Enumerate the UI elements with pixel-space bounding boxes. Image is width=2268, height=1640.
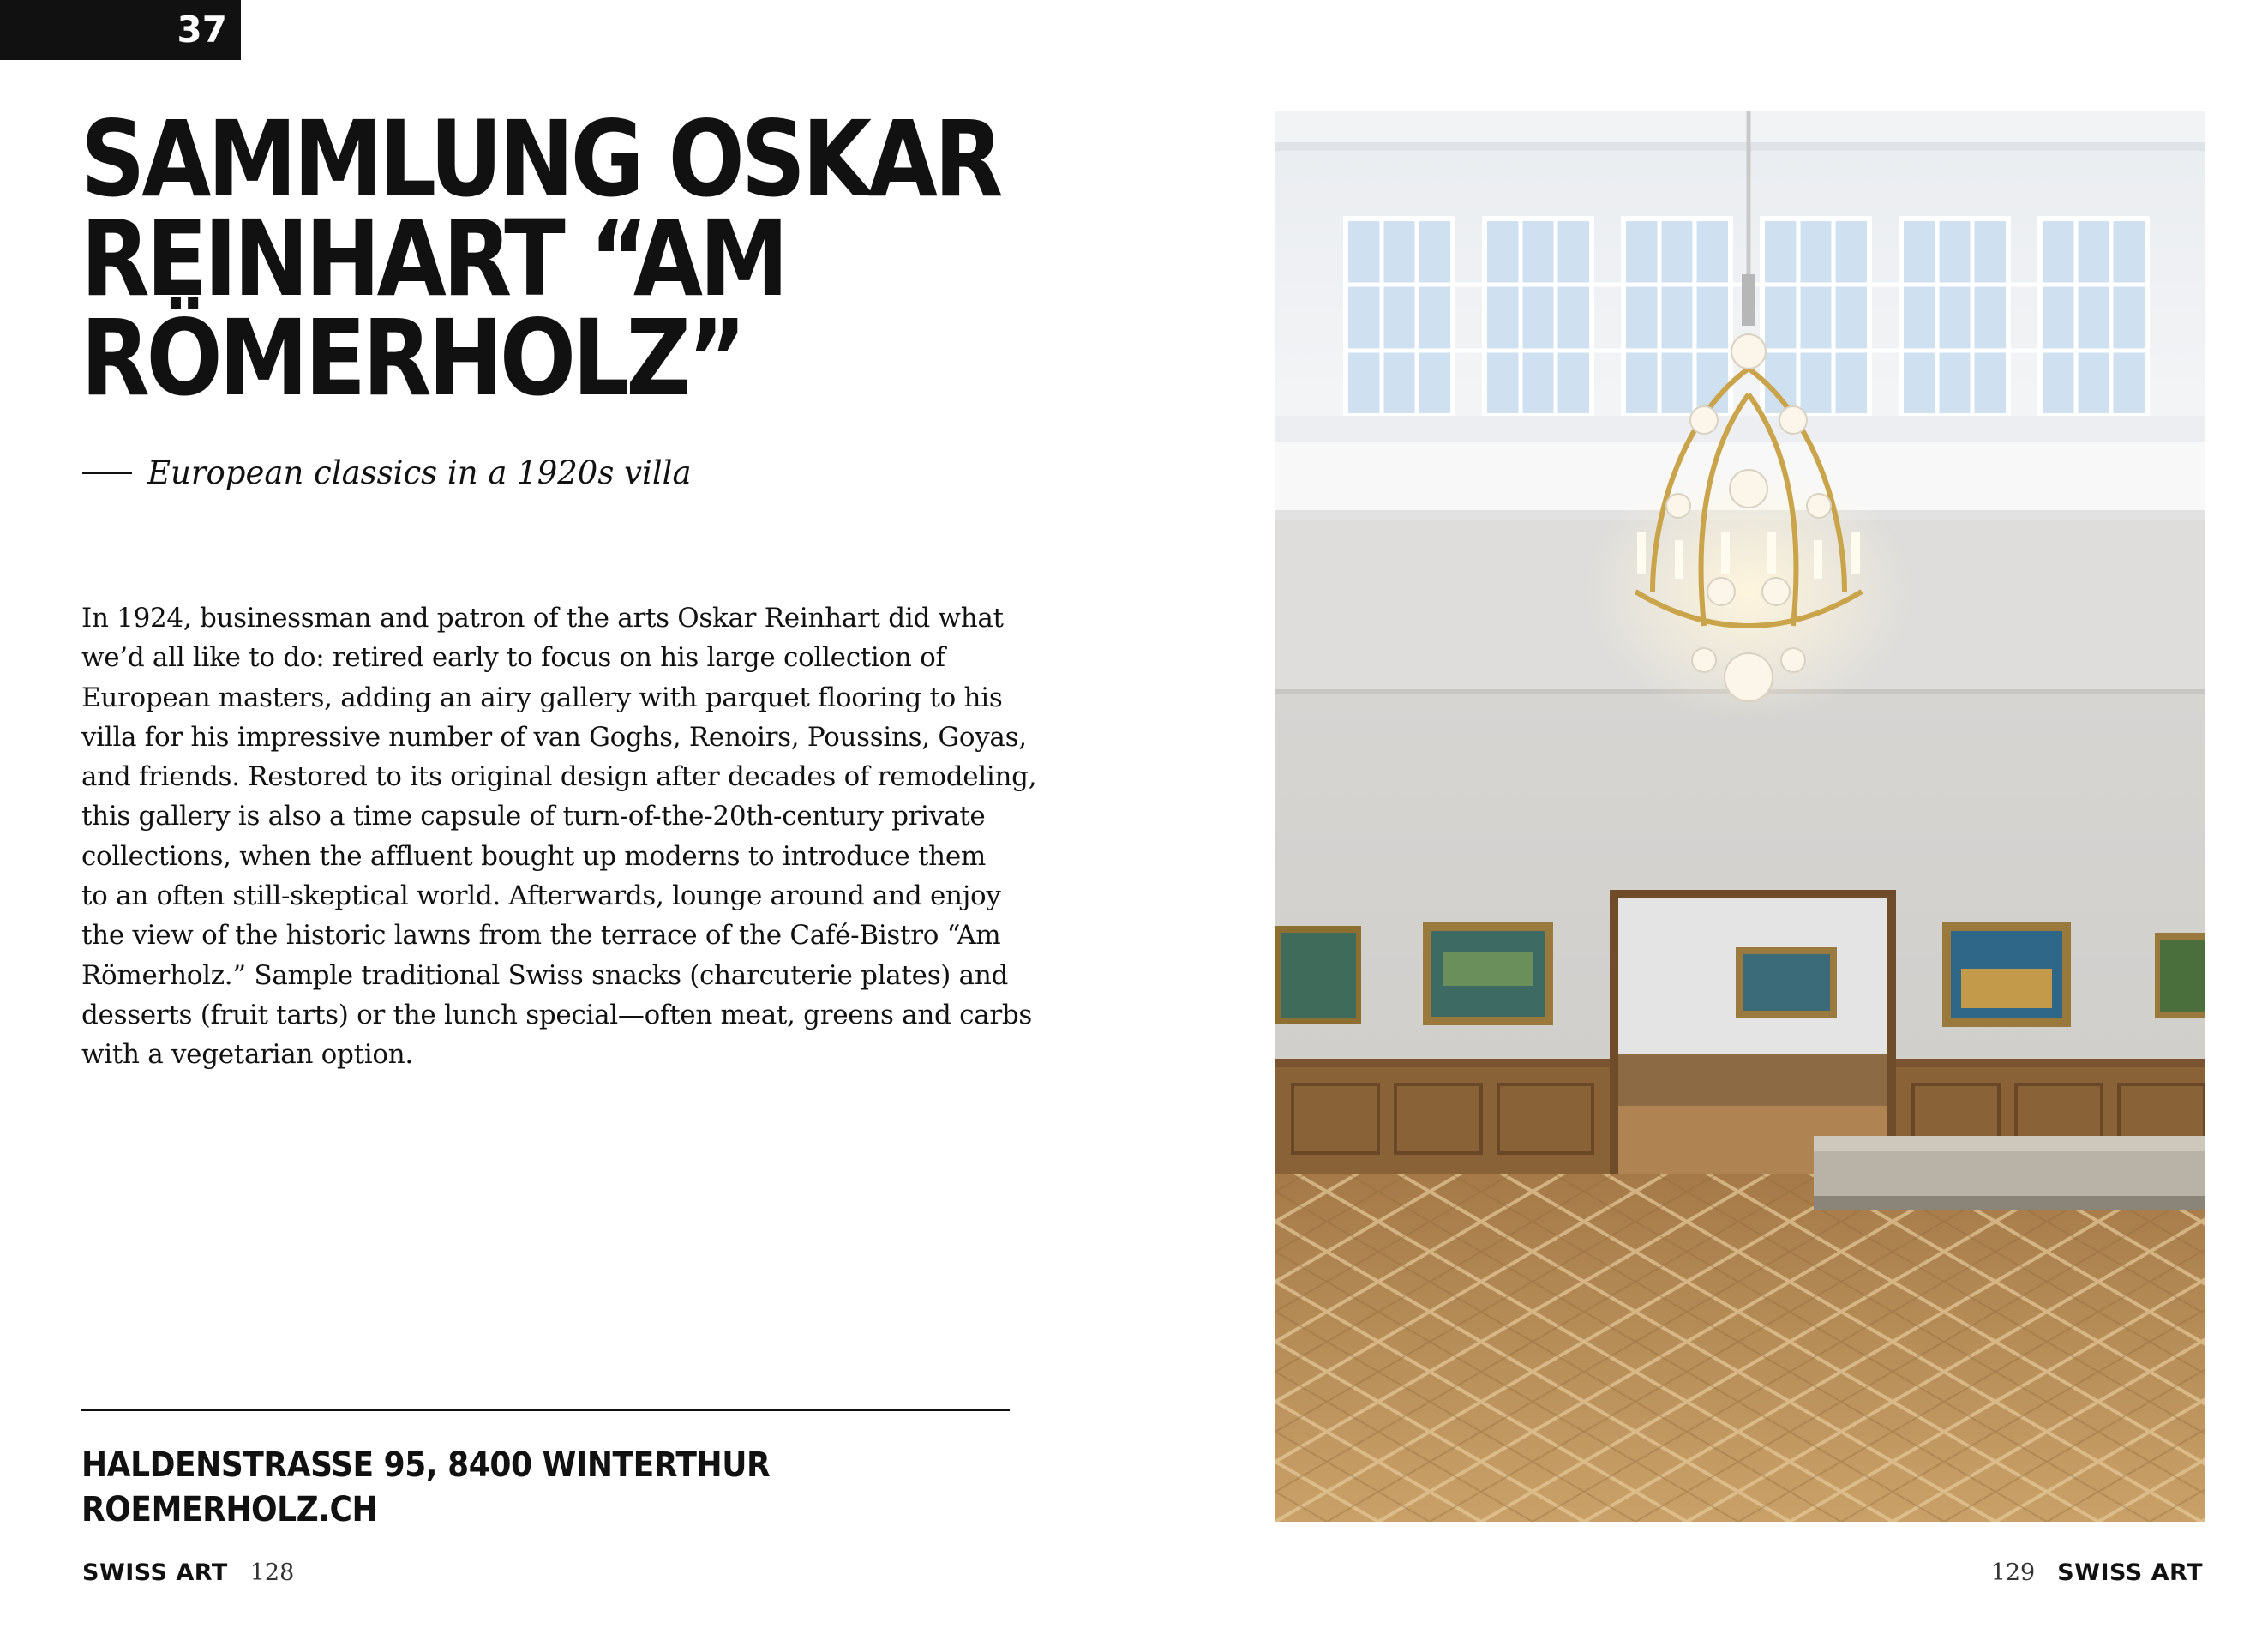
- title-line: RÖMERHOLZ”: [81, 297, 743, 419]
- body-line: In 1924, businessman and patron of the arts Oskar Reinhart did what: [81, 603, 1004, 634]
- body-line: collections, when the affluent bought up moderns to introduce them: [81, 840, 986, 872]
- body-line: with a vegetarian option.: [81, 1039, 413, 1071]
- subtitle-dash: [82, 472, 132, 474]
- body-line: the view of the historic lawns from the terrace of the Café-Bistro “Am: [81, 920, 1001, 952]
- website-link[interactable]: ROEMERHOLZ.CH: [81, 1490, 378, 1529]
- page-number: 129: [1990, 1559, 2036, 1586]
- address-block: [81, 1443, 770, 1532]
- footer-right: [1991, 1559, 2203, 1586]
- body-text: [81, 598, 1037, 1075]
- body-line: desserts (fruit tarts) or the lunch special—often meat, greens and carbs: [81, 999, 1032, 1030]
- subtitle-text: European classics in a 1920s villa: [147, 454, 692, 491]
- section-name: SWISS ART: [2057, 1559, 2203, 1586]
- body-line: Römerholz.” Sample traditional Swiss snacks (charcuterie plates) and: [81, 959, 1009, 991]
- body-line: villa for his impressive number of van Goghs, Renoirs, Poussins, Goyas,: [81, 721, 1027, 753]
- body-line: to an often still-skeptical world. Afterwards, lounge around and enjoy: [81, 880, 1001, 912]
- address-divider: [81, 1409, 1010, 1411]
- subtitle: [82, 453, 692, 494]
- gallery-photo: [1275, 111, 2205, 1522]
- body-line: European masters, adding an airy gallery with parquet flooring to his: [81, 682, 1003, 713]
- section-name: SWISS ART: [82, 1559, 228, 1586]
- footer-left: [82, 1559, 294, 1586]
- body-line: we’d all like to do: retired early to focus on his large collection of: [81, 642, 945, 674]
- body-line: this gallery is also a time capsule of turn-of-the-20th-century private: [81, 801, 986, 832]
- entry-number: 37: [177, 9, 227, 51]
- street-address: HALDENSTRASSE 95, 8400 WINTERTHUR: [81, 1445, 771, 1485]
- page-title: [81, 99, 1000, 419]
- title-line: REINHART “AM: [81, 198, 785, 320]
- entry-number-badge: [0, 0, 241, 60]
- title-line: SAMMLUNG OSKAR: [81, 99, 1000, 220]
- body-line: and friends. Restored to its original design after decades of remodeling,: [81, 761, 1037, 793]
- page-number: 128: [249, 1559, 295, 1586]
